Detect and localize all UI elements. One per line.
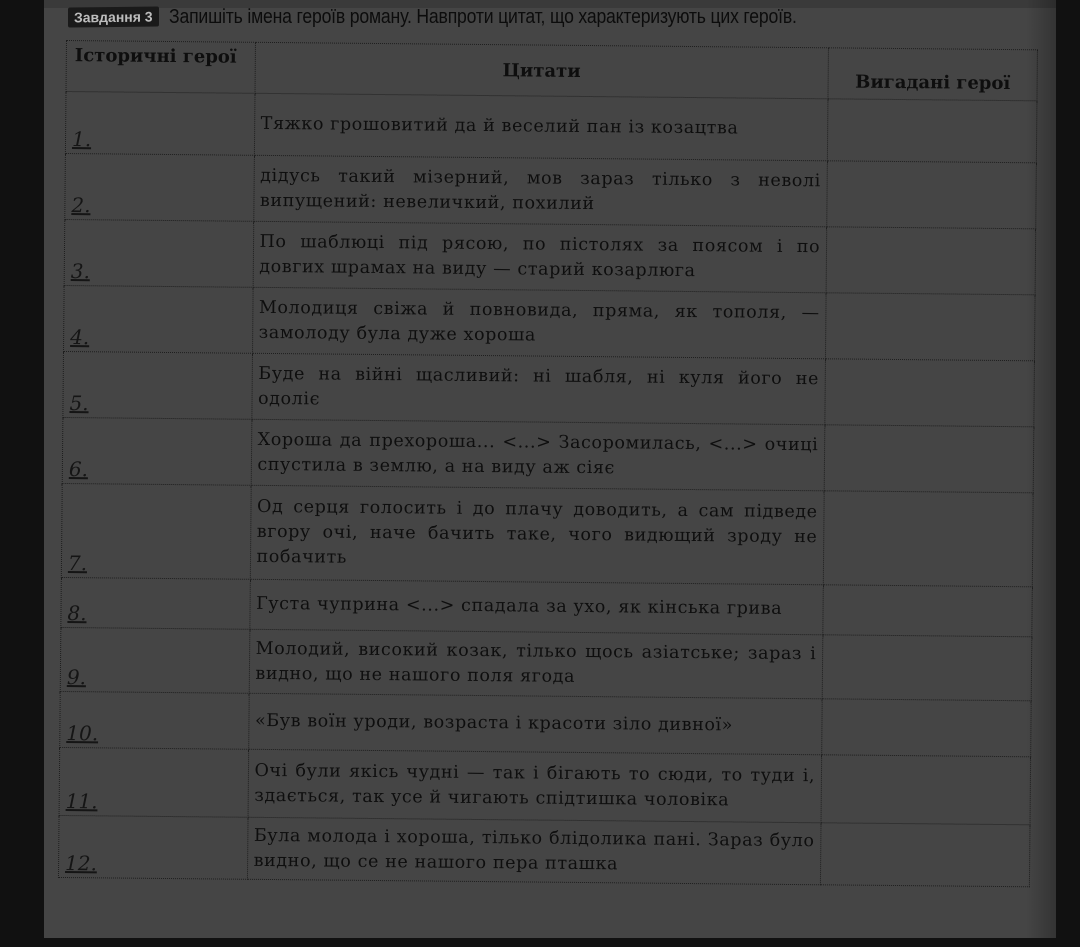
quote-cell: Молодий, високий козак, тілько щось азіатське; зараз і видно, що не нашого поля ягода	[249, 629, 823, 699]
header-historical-heroes: Історичні герої	[66, 41, 255, 94]
table-row	[65, 153, 1037, 228]
table-row	[58, 815, 1030, 886]
historical-hero-cell[interactable]: 9.	[60, 627, 249, 693]
quote-cell: Густа чуприна <...> спадала за ухо, як кінська грива	[249, 579, 823, 635]
task-instruction: Запишіть імена героїв роману. Навпроти цитат, що характеризують цих героїв.	[168, 5, 797, 28]
header-quotes: Цитати	[255, 42, 829, 99]
heroes-table	[58, 40, 1038, 887]
historical-hero-cell[interactable]: 6.	[62, 417, 251, 485]
fictional-hero-cell[interactable]	[822, 635, 1031, 701]
table-row	[64, 285, 1036, 360]
historical-hero-cell[interactable]: 4.	[64, 285, 253, 353]
historical-hero-cell[interactable]: 5.	[63, 351, 252, 419]
historical-hero-cell[interactable]: 10.	[60, 691, 249, 749]
fictional-hero-cell[interactable]	[828, 99, 1037, 163]
page-shadow	[1026, 0, 1056, 938]
quote-cell: Молодиця свіжа й повновида, пряма, як тополя, — замолоду була дуже хороша	[252, 287, 826, 359]
task-header	[68, 4, 882, 30]
fictional-hero-cell[interactable]	[825, 359, 1034, 427]
historical-hero-cell[interactable]: 12.	[58, 815, 247, 879]
fictional-hero-cell[interactable]	[822, 699, 1031, 757]
fictional-hero-cell[interactable]	[824, 425, 1033, 493]
table-body	[58, 92, 1037, 887]
quote-cell: Тяжко грошовитий да й веселий пан із козацтва	[254, 93, 828, 161]
quote-cell: «Був воїн уроди, возраста і красоти зіло дивної»	[248, 693, 822, 755]
table-row	[60, 627, 1032, 700]
fictional-hero-cell[interactable]	[823, 585, 1032, 637]
historical-hero-cell[interactable]: 1.	[65, 92, 254, 156]
historical-hero-cell[interactable]: 3.	[64, 219, 253, 287]
table-row	[61, 483, 1033, 586]
table-row	[65, 92, 1037, 163]
historical-hero-cell[interactable]: 8.	[61, 577, 250, 629]
fictional-hero-cell[interactable]	[826, 293, 1035, 361]
quote-cell: Од серця голосить і до плачу доводить, а сам підведе вгору очі, наче бачить таке, чого видющий зроду не побачить	[250, 485, 825, 585]
header-fictional-heroes: Вигадані герої	[828, 48, 1037, 101]
table-row	[64, 219, 1036, 294]
textbook-page	[44, 0, 1056, 938]
quote-cell: Була молода і хороша, тілько блідолика пані. Зараз було видно, що се не нашого пера пташка	[247, 817, 821, 885]
quote-cell: Хороша да прехороша... <...> Засоромилась, <...> очиці спустила в землю, а на виду аж сіяє	[251, 419, 825, 491]
table-row	[63, 351, 1035, 426]
table-row	[59, 747, 1031, 824]
quote-cell: По шаблюці під рясою, по пістолях за поясом і по довгих шрамах на виду — старий козарлюга	[253, 221, 827, 293]
table-header-row	[66, 41, 1037, 101]
quote-cell: Буде на війні щасливий: ні шабля, ні куля його не одоліє	[251, 353, 825, 425]
historical-hero-cell[interactable]: 11.	[59, 747, 248, 817]
historical-hero-cell[interactable]: 2.	[65, 153, 254, 221]
fictional-hero-cell[interactable]	[823, 491, 1033, 587]
task-badge: Завдання 3	[68, 7, 159, 28]
fictional-hero-cell[interactable]	[826, 227, 1035, 295]
table-row	[60, 691, 1031, 756]
historical-hero-cell[interactable]: 7.	[61, 483, 250, 579]
fictional-hero-cell[interactable]	[821, 823, 1030, 887]
table-row	[62, 417, 1034, 492]
quote-cell: Очі були якісь чудні — так і бігають то сюди, то туди і, здається, так усе й чигають спідтишка чоловіка	[248, 749, 822, 823]
fictional-hero-cell[interactable]	[821, 755, 1030, 825]
fictional-hero-cell[interactable]	[827, 161, 1036, 229]
quote-cell: дідусь такий мізерний, мов зараз тілько з неволі випущений: невеличкий, похилий	[253, 155, 827, 227]
